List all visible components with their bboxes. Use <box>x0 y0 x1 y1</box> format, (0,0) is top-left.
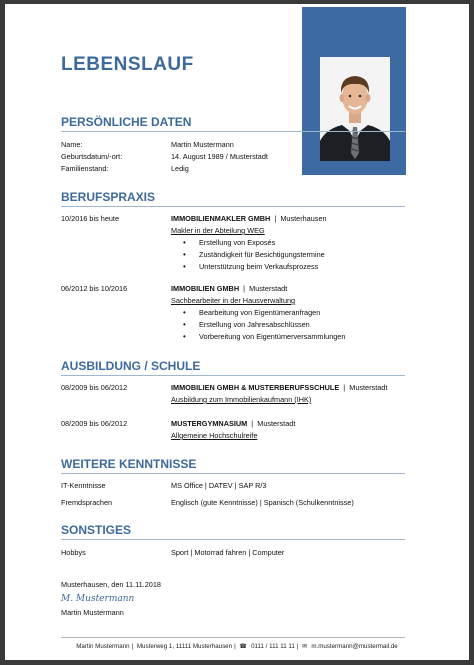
task-item: Unterstützung beim Verkaufsprozess <box>199 262 319 271</box>
footer-phone: 0111 / 111 11 11 <box>251 643 295 650</box>
experience-employer: IMMOBILIEN GMBH | Musterstadt <box>171 284 288 293</box>
experience-period: 10/2016 bis heute <box>61 214 120 223</box>
bullet-icon: • <box>183 332 186 341</box>
job-role: Makler in der Abteilung WEG <box>171 226 265 235</box>
signer-name: Martin Mustermann <box>61 608 124 617</box>
cv-page <box>5 4 469 660</box>
education-period: 08/2009 bis 06/2012 <box>61 419 128 428</box>
section-divider <box>61 206 405 207</box>
personal-label: Geburtsdatum/-ort: <box>61 152 123 161</box>
institution-location: Musterstadt <box>257 419 296 428</box>
phone-icon: ☎ <box>239 643 248 650</box>
company-name: IMMOBILIENMAKLER GMBH <box>171 214 271 223</box>
skill-label: Fremdsprachen <box>61 498 113 507</box>
education-period: 08/2009 bis 06/2012 <box>61 383 128 392</box>
section-heading-skills: WEITERE KENNTNISSE <box>61 457 197 471</box>
experience-employer: IMMOBILIENMAKLER GMBH | Musterhausen <box>171 214 327 223</box>
task-item: Zuständigkeit für Besichtigungstermine <box>199 250 325 259</box>
personal-value: 14. August 1989 / Musterstadt <box>171 152 268 161</box>
experience-period: 06/2012 bis 10/2016 <box>61 284 128 293</box>
company-location: Musterstadt <box>249 284 288 293</box>
section-heading-education: AUSBILDUNG / SCHULE <box>61 359 201 373</box>
footer-divider <box>61 637 405 638</box>
footer: Martin Mustermann | Musterweg 1, 11111 Musterhausen | ☎ 0111 / 111 11 11 | ✉ m.mustermann@mustermail.de <box>76 643 398 650</box>
section-divider <box>61 131 405 132</box>
skill-label: IT-Kenntnisse <box>61 481 106 490</box>
job-role: Sachbearbeiter in der Hausverwaltung <box>171 296 296 305</box>
bullet-icon: • <box>183 320 186 329</box>
place-date: Musterhausen, den 11.11.2018 <box>61 580 161 589</box>
task-item: Vorbereitung von Eigentümerversammlungen <box>199 332 346 341</box>
task-item: Erstellung von Exposés <box>199 238 276 247</box>
task-item: Bearbeitung von Eigentümeranfragen <box>199 308 321 317</box>
institution-name: IMMOBILIEN GMBH & MUSTERBERUFSSCHULE <box>171 383 340 392</box>
footer-name: Martin Mustermann <box>76 643 130 650</box>
section-divider <box>61 539 405 540</box>
photo-panel <box>302 7 406 175</box>
profile-photo <box>320 57 390 161</box>
skill-value: MS Office | DATEV | SAP R/3 <box>171 481 267 490</box>
mail-icon: ✉ <box>302 643 308 650</box>
education-institution: MUSTERGYMNASIUM | Musterstadt <box>171 419 296 428</box>
section-heading-personal: PERSÖNLICHE DATEN <box>61 115 192 129</box>
signature: M. Mustermann <box>61 594 135 604</box>
institution-name: MUSTERGYMNASIUM <box>171 419 248 428</box>
education-institution: IMMOBILIEN GMBH & MUSTERBERUFSSCHULE | Musterstadt <box>171 383 388 392</box>
section-heading-experience: BERUFSPRAXIS <box>61 190 156 204</box>
footer-email: m.mustermann@mustermail.de <box>311 643 398 650</box>
task-item: Erstellung von Jahresabschlüssen <box>199 320 310 329</box>
personal-label: Name: <box>61 140 83 149</box>
company-location: Musterhausen <box>280 214 327 223</box>
other-value: Sport | Motorrad fahren | Computer <box>171 548 285 557</box>
section-divider <box>61 375 405 376</box>
other-label: Hobbys <box>61 548 86 557</box>
education-degree: Ausbildung zum Immobilienkaufmann (IHK) <box>171 395 312 404</box>
footer-address: Musterweg 1, 11111 Musterhausen <box>136 643 233 650</box>
section-heading-other: SONSTIGES <box>61 523 132 537</box>
personal-label: Familienstand: <box>61 164 109 173</box>
bullet-icon: • <box>183 238 186 247</box>
company-name: IMMOBILIEN GMBH <box>171 284 240 293</box>
skill-value: Englisch (gute Kenntnisse) | Spanisch (Schulkenntnisse) <box>171 498 354 507</box>
education-degree: Allgemeine Hochschulreife <box>171 431 258 440</box>
bullet-icon: • <box>183 308 186 317</box>
institution-location: Musterstadt <box>349 383 388 392</box>
section-divider <box>61 473 405 474</box>
document-title: LEBENSLAUF <box>61 54 194 75</box>
personal-value: Ledig <box>171 164 189 173</box>
bullet-icon: • <box>183 250 186 259</box>
personal-value: Martin Mustermann <box>171 140 234 149</box>
bullet-icon: • <box>183 262 186 271</box>
